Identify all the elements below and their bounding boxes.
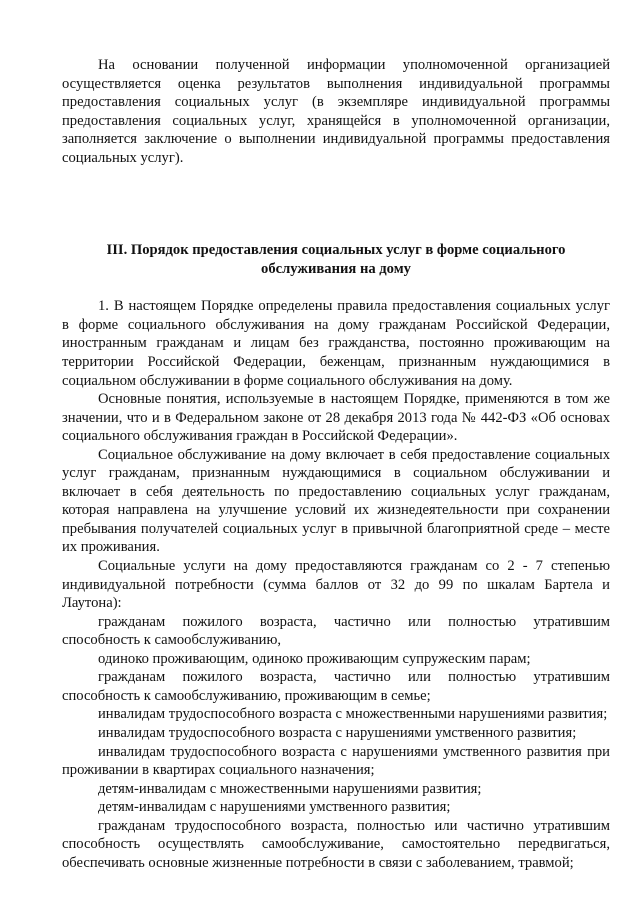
spacer bbox=[62, 278, 610, 297]
list-item: детям-инвалидам с множественными нарушениями развития; bbox=[98, 780, 482, 797]
intro-paragraph: На основании полученной информации уполномоченной организацией осуществляется оценка результатов выполнения индивидуальной программы предоставления социальных услуг (в экземпляре индивидуальной программы предоставления социальных услуг, хранящейся в уполномоченной организации, заполняется заключение о выполнении индивидуальной программы предоставления социальных услуг). bbox=[62, 57, 610, 166]
list-item: детям-инвалидам с нарушениями умственного развития; bbox=[98, 799, 451, 816]
list-item: гражданам пожилого возраста, частично или полностью утратившим способность к самообслуживанию, проживающим в семье; bbox=[62, 669, 610, 704]
list-item: инвалидам трудоспособного возраста с нарушениями умственного развития при проживании в квартирах социального назначения; bbox=[62, 743, 610, 779]
section-title: III. Порядок предоставления социальных услуг в форме социального обслуживания на дому bbox=[106, 242, 566, 277]
spacer bbox=[62, 167, 610, 241]
list-item: инвалидам трудоспособного возраста с множественными нарушениями развития; bbox=[98, 706, 608, 723]
paragraph-eligibility: Социальные услуги на дому предоставляются гражданам со 2 - 7 степенью индивидуальной потребности (сумма баллов от 32 до 99 по шкалам Бартела и Лаутона): bbox=[62, 558, 610, 612]
list-item: инвалидам трудоспособного возраста с нарушениями умственного развития; bbox=[98, 724, 577, 741]
list-item: гражданам пожилого возраста, частично или полностью утратившим способность к самообслуживанию, bbox=[62, 613, 610, 649]
list-item: гражданам трудоспособного возраста, полностью или частично утратившим способность осуществлять самообслуживание, самостоятельно передвигаться, обеспечивать основные жизненные потребности в связи с заболеванием, травмой; bbox=[62, 817, 610, 871]
paragraph-home-service: Социальное обслуживание на дому включает в себя предоставление социальных услуг гражданам, признанным нуждающимися в социальном обслуживании и включает в себя деятельность по предоставлению социальных услуг гражданам, которая направлена на улучшение условий их жизнедеятельности при сохранении пребывания получателей социальных услуг в привычной благоприятной среде – месте их проживания. bbox=[62, 446, 610, 556]
document-page bbox=[62, 56, 610, 872]
paragraph-item-1: 1. В настоящем Порядке определены правила предоставления социальных услуг в форме социального обслуживания на дому гражданам Российской Федерации, иностранным гражданам и лицам без гражданства, постоянно проживающим на территории Российской Федерации, беженцам, признанным нуждающимися в социальном обслуживании в форме социального обслуживания на дому. bbox=[62, 298, 610, 389]
paragraph-basic-concepts: Основные понятия, используемые в настоящем Порядке, применяются в том же значении, что и в Федеральном законе от 28 декабря 2013 года № 442-ФЗ «Об основах социального обслуживания граждан в Российской Федерации». bbox=[62, 391, 610, 445]
list-item: одиноко проживающим, одиноко проживающим супружеским парам; bbox=[98, 650, 531, 667]
